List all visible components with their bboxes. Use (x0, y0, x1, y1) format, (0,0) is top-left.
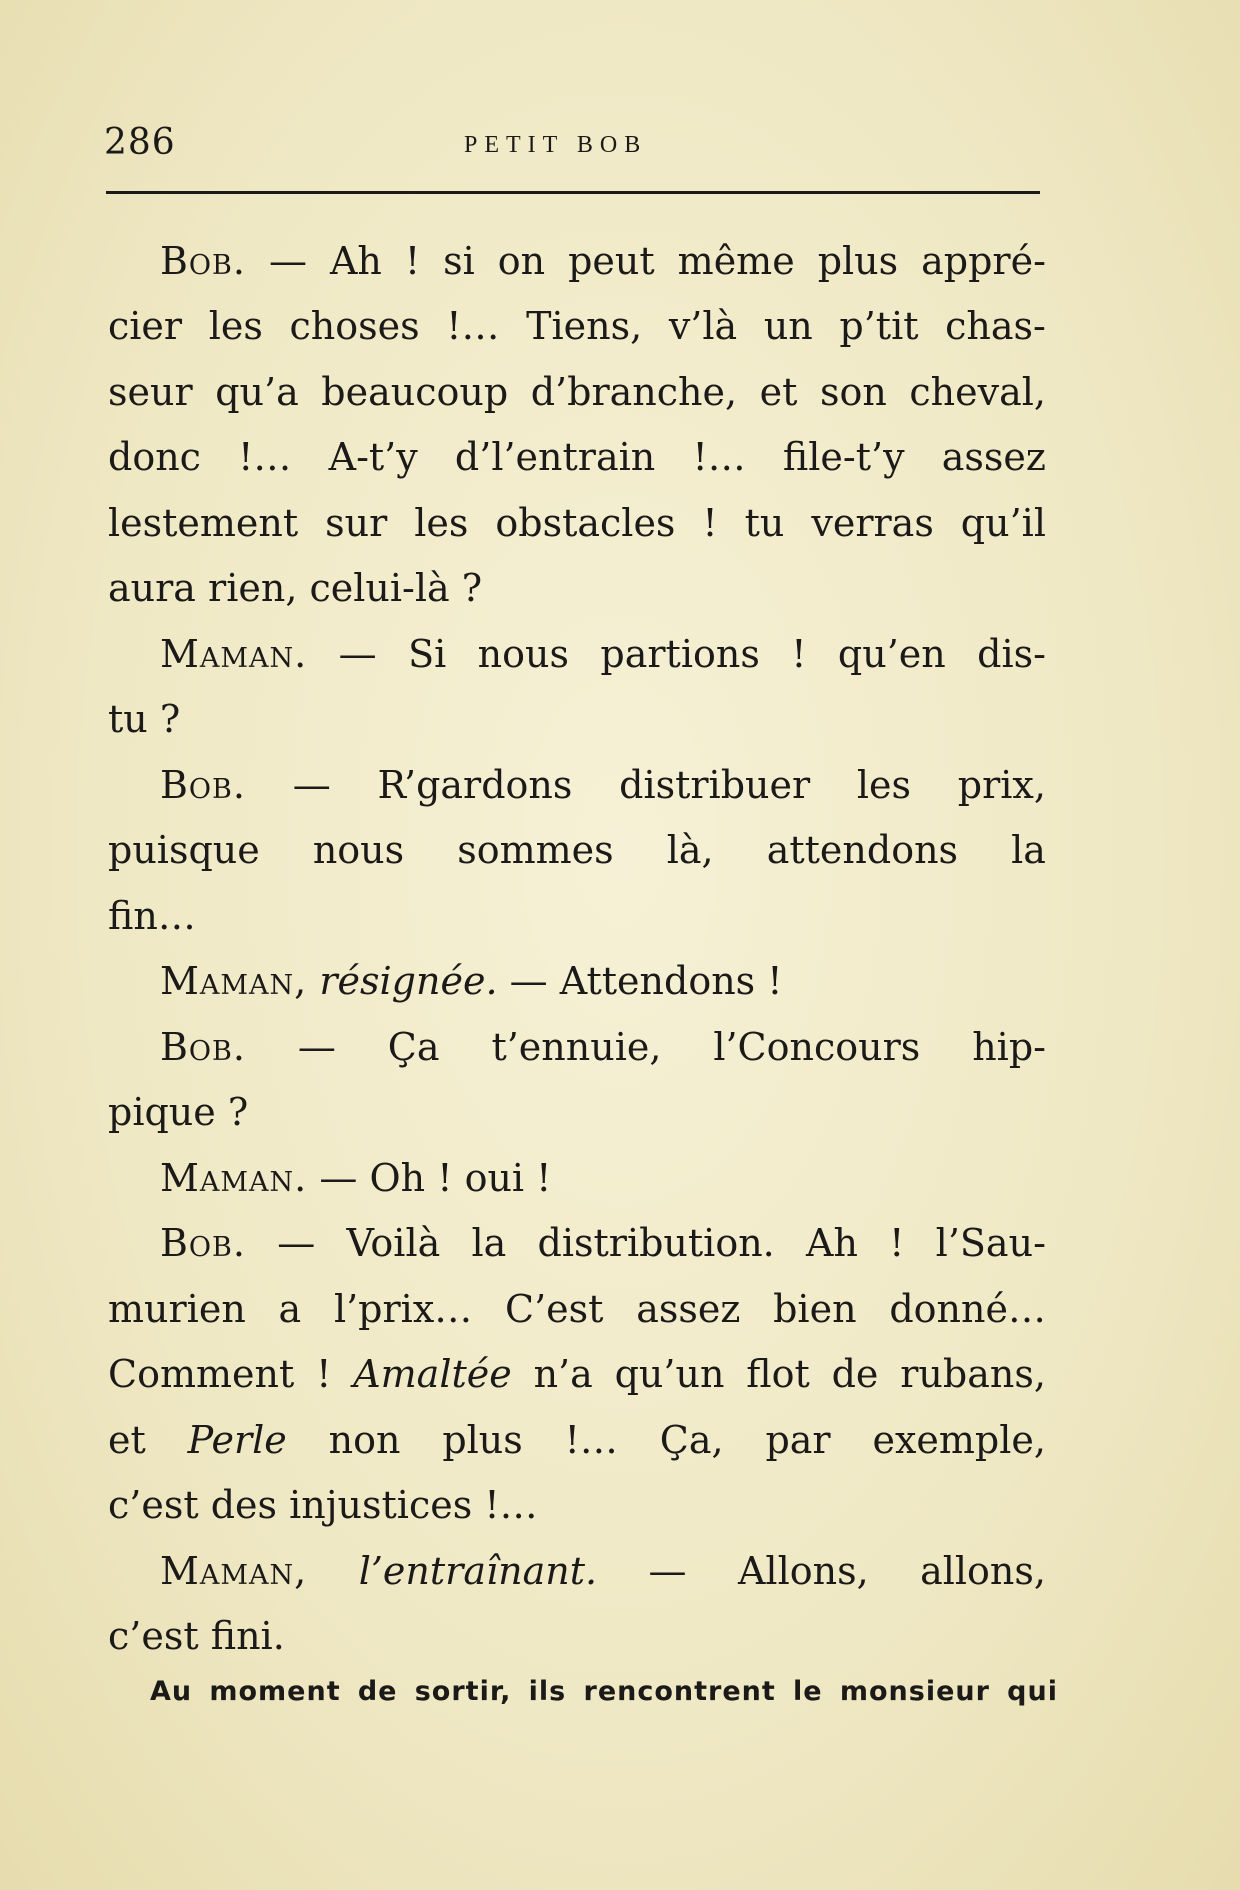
word: ? (159, 697, 181, 742)
running-title: PETIT BOB (464, 132, 648, 158)
word: ils (528, 1676, 567, 1707)
word: — (268, 238, 307, 283)
word: monsieur (839, 1676, 990, 1707)
word: A-t’y (328, 435, 418, 480)
word: plus (817, 238, 899, 283)
word: distribuer (619, 762, 811, 807)
word: appré- (921, 238, 1046, 283)
word: verras (811, 500, 934, 545)
word: a (278, 1286, 302, 1331)
word: pique (108, 1090, 216, 1135)
text-line (108, 1145, 1046, 1211)
word: — (648, 1548, 687, 1593)
word: les (208, 304, 263, 349)
word: beaucoup (321, 369, 509, 414)
word: Oh (369, 1155, 426, 1200)
word: Ça, (659, 1417, 724, 1462)
word: plus (442, 1417, 523, 1462)
header-rule (106, 191, 1040, 194)
word: murien (108, 1286, 246, 1331)
speaker-name: Bob. (160, 1221, 246, 1266)
speaker-name: Maman. (160, 631, 308, 676)
word: v’là (668, 304, 738, 349)
word: attendons (766, 828, 959, 873)
word: prix, (957, 762, 1046, 807)
speaker-name: Bob. (160, 762, 246, 807)
word: de (357, 1676, 398, 1707)
word: la (471, 1221, 507, 1266)
word: celui-là (309, 566, 450, 611)
word: Attendons (559, 959, 756, 1004)
word: peut (568, 238, 655, 283)
text-line (108, 1473, 1046, 1539)
word: rencontrent (583, 1676, 776, 1707)
speaker-name: Maman, (160, 959, 308, 1004)
word: nous (312, 828, 405, 873)
word: Allons, (737, 1548, 869, 1593)
text-line (108, 1407, 1046, 1473)
word: Tiens, (526, 304, 643, 349)
word: rien, (208, 566, 298, 611)
word: lestement (108, 500, 299, 545)
word: d’branche, (530, 369, 738, 414)
word: — (509, 959, 548, 1004)
word: d’l’entrain (454, 435, 656, 480)
word: Ah (806, 1221, 858, 1266)
word: l’Concours (713, 1024, 921, 1069)
word: !… (484, 1483, 538, 1528)
page-number: 286 (104, 122, 176, 163)
word: ! (702, 500, 718, 545)
speaker-name: Maman. (160, 1155, 308, 1200)
word: son (819, 369, 887, 414)
word: assez (636, 1286, 741, 1331)
word: c’est (108, 1614, 199, 1659)
closing-stage-direction (150, 1676, 1058, 1707)
word: ! (404, 238, 421, 283)
word: ! (316, 1352, 332, 1397)
word: l’Sau- (935, 1221, 1046, 1266)
word: — (338, 631, 377, 676)
word: cheval, (909, 369, 1046, 414)
word: Perle (187, 1417, 287, 1462)
word: partions (600, 631, 760, 676)
text-line (108, 1080, 1046, 1146)
word: ? (461, 566, 483, 611)
running-head (104, 122, 1040, 172)
word: et (108, 1417, 146, 1462)
word: là, (666, 828, 714, 873)
word: aura (108, 566, 196, 611)
word: !… (446, 304, 500, 349)
word: même (677, 238, 795, 283)
word: moment (209, 1676, 341, 1707)
word: seur (108, 369, 193, 414)
text-line (108, 425, 1046, 491)
word: de (831, 1352, 879, 1397)
text-line (108, 1342, 1046, 1408)
word: l’prix… (333, 1286, 473, 1331)
text-line (108, 1604, 1046, 1670)
word: puisque (108, 828, 260, 873)
word: Ça (387, 1024, 440, 1069)
stage-direction: résignée. (319, 959, 498, 1004)
speaker-name: Maman, (160, 1548, 308, 1593)
word: p’tit (839, 304, 919, 349)
word: ! (437, 1155, 453, 1200)
word: Comment (108, 1352, 295, 1397)
text-line (108, 1014, 1046, 1080)
word: — (297, 1024, 336, 1069)
word: c’est (108, 1483, 199, 1528)
word: !… (238, 435, 292, 480)
word: assez (941, 435, 1046, 480)
text-line (108, 818, 1046, 884)
word: bien (773, 1286, 857, 1331)
word: le (793, 1676, 823, 1707)
word: — (319, 1155, 358, 1200)
word: Ah (329, 238, 382, 283)
word: chas- (945, 304, 1046, 349)
word: oui (464, 1155, 525, 1200)
word: ? (227, 1090, 249, 1135)
word: nous (477, 631, 569, 676)
word: qui (1007, 1676, 1058, 1707)
word: donc (108, 435, 201, 480)
text-line (108, 752, 1046, 818)
word: fin… (108, 893, 196, 938)
word: si (443, 238, 475, 283)
word: ! (536, 1155, 552, 1200)
word: R’gardons (377, 762, 573, 807)
word: qu’il (960, 500, 1046, 545)
word: qu’un (614, 1352, 725, 1397)
word: Si (408, 631, 447, 676)
text-line (108, 1538, 1046, 1604)
word: tu (108, 697, 148, 742)
word: ! (767, 959, 783, 1004)
text-line (108, 949, 1046, 1015)
word: qu’en (837, 631, 946, 676)
text-line (108, 621, 1046, 687)
word: donné… (889, 1286, 1046, 1331)
word: hip- (972, 1024, 1046, 1069)
word: file-t’y (782, 435, 905, 480)
word: sur (325, 500, 388, 545)
word: tu (744, 500, 785, 545)
word: rubans, (900, 1352, 1046, 1397)
stage-direction: l’entraînant. (358, 1548, 598, 1593)
word: par (765, 1417, 831, 1462)
word: !… (692, 435, 746, 480)
word: dis- (977, 631, 1046, 676)
text-line (108, 883, 1046, 949)
word: un (763, 304, 813, 349)
word: qu’a (215, 369, 299, 414)
word: allons, (920, 1548, 1046, 1593)
word: ! (791, 631, 807, 676)
word: cier (108, 304, 183, 349)
text-line (108, 687, 1046, 753)
text-line (108, 228, 1046, 294)
word: !… (564, 1417, 618, 1462)
word: Amaltée (353, 1352, 512, 1397)
speaker-name: Bob. (160, 238, 246, 283)
word: injustices (289, 1483, 473, 1528)
speaker-name: Bob. (160, 1024, 246, 1069)
word: et (759, 369, 798, 414)
text-line (108, 294, 1046, 360)
word: les (414, 500, 469, 545)
word: sortir, (414, 1676, 512, 1707)
word: C’est (505, 1286, 604, 1331)
word: flot (746, 1352, 810, 1397)
word: les (856, 762, 912, 807)
word: Au (150, 1676, 193, 1707)
word: fini. (210, 1614, 285, 1659)
word: des (210, 1483, 278, 1528)
word: la (1011, 828, 1046, 873)
word: distribution. (537, 1221, 775, 1266)
text-line (108, 1276, 1046, 1342)
word: Voilà (346, 1221, 441, 1266)
word: — (292, 762, 331, 807)
word: sommes (457, 828, 614, 873)
word: n’a (533, 1352, 593, 1397)
word: exemple, (872, 1417, 1046, 1462)
word: obstacles (495, 500, 676, 545)
word: non (328, 1417, 401, 1462)
word: on (497, 238, 546, 283)
word: — (277, 1221, 316, 1266)
text-line (108, 490, 1046, 556)
text-line (108, 359, 1046, 425)
word: choses (289, 304, 420, 349)
text-line (108, 1211, 1046, 1277)
word: t’ennuie, (491, 1024, 662, 1069)
word: ! (889, 1221, 905, 1266)
text-line (108, 556, 1046, 622)
dialogue-text (108, 228, 1046, 1669)
